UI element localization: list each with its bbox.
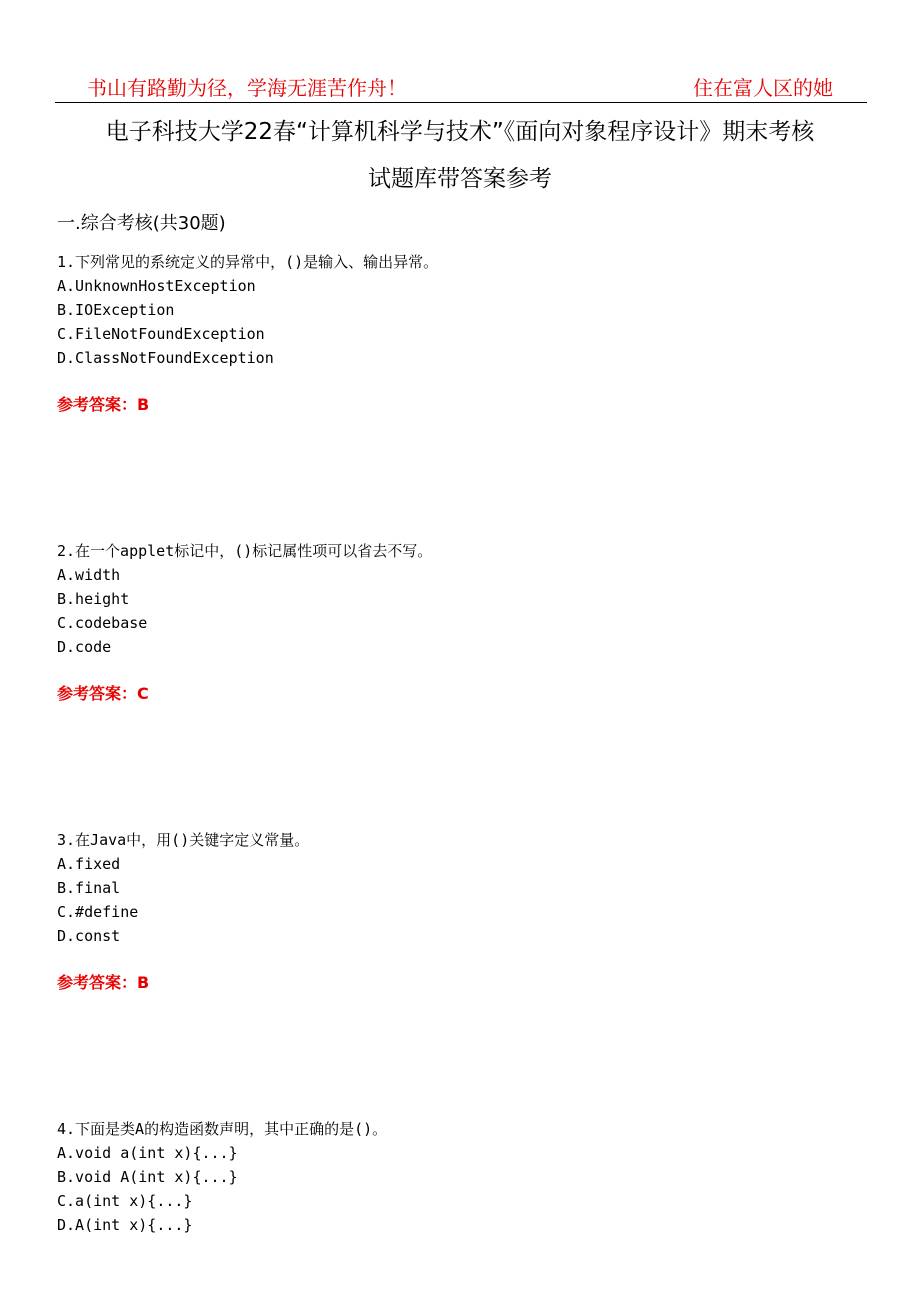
option-a: A.width — [57, 566, 121, 584]
option-d: D.A(int x){...} — [57, 1216, 193, 1234]
option-c: C.FileNotFoundException — [57, 325, 265, 343]
question-4 — [57, 1117, 857, 1237]
section-heading: 一.综合考核(共30题) — [57, 213, 226, 234]
header-slogan: 书山有路勤为径，学海无涯苦作舟！ — [87, 76, 407, 100]
option-a: A.void a(int x){...} — [57, 1144, 238, 1162]
question-stem: 4.下面是类A的构造函数声明，其中正确的是()。 — [57, 1120, 388, 1138]
question-1 — [57, 250, 857, 417]
option-a: A.fixed — [57, 855, 121, 873]
option-c: C.codebase — [57, 614, 148, 632]
document-title: 电子科技大学22春“计算机科学与技术”《面向对象程序设计》期末考核 — [105, 119, 815, 145]
answer-key: 参考答案：C — [57, 684, 149, 703]
option-c: C.#define — [57, 903, 139, 921]
header-divider — [55, 102, 867, 103]
question-2 — [57, 539, 857, 706]
page-header — [55, 72, 867, 102]
answer-key: 参考答案：B — [57, 973, 150, 992]
option-b: B.IOException — [57, 301, 175, 319]
option-c: C.a(int x){...} — [57, 1192, 193, 1210]
document-subtitle: 试题库带答案参考 — [368, 166, 552, 192]
option-d: D.code — [57, 638, 112, 656]
question-stem: 2.在一个applet标记中，()标记属性项可以省去不写。 — [57, 542, 433, 560]
question-stem: 1.下列常见的系统定义的异常中，()是输入、输出异常。 — [57, 253, 439, 271]
option-d: D.ClassNotFoundException — [57, 349, 274, 367]
option-a: A.UnknownHostException — [57, 277, 256, 295]
option-d: D.const — [57, 927, 121, 945]
header-author: 住在富人区的她 — [693, 76, 833, 100]
option-b: B.height — [57, 590, 130, 608]
option-b: B.void A(int x){...} — [57, 1168, 238, 1186]
option-b: B.final — [57, 879, 121, 897]
answer-key: 参考答案：B — [57, 395, 150, 414]
question-3 — [57, 828, 857, 995]
question-stem: 3.在Java中，用()关键字定义常量。 — [57, 831, 310, 849]
